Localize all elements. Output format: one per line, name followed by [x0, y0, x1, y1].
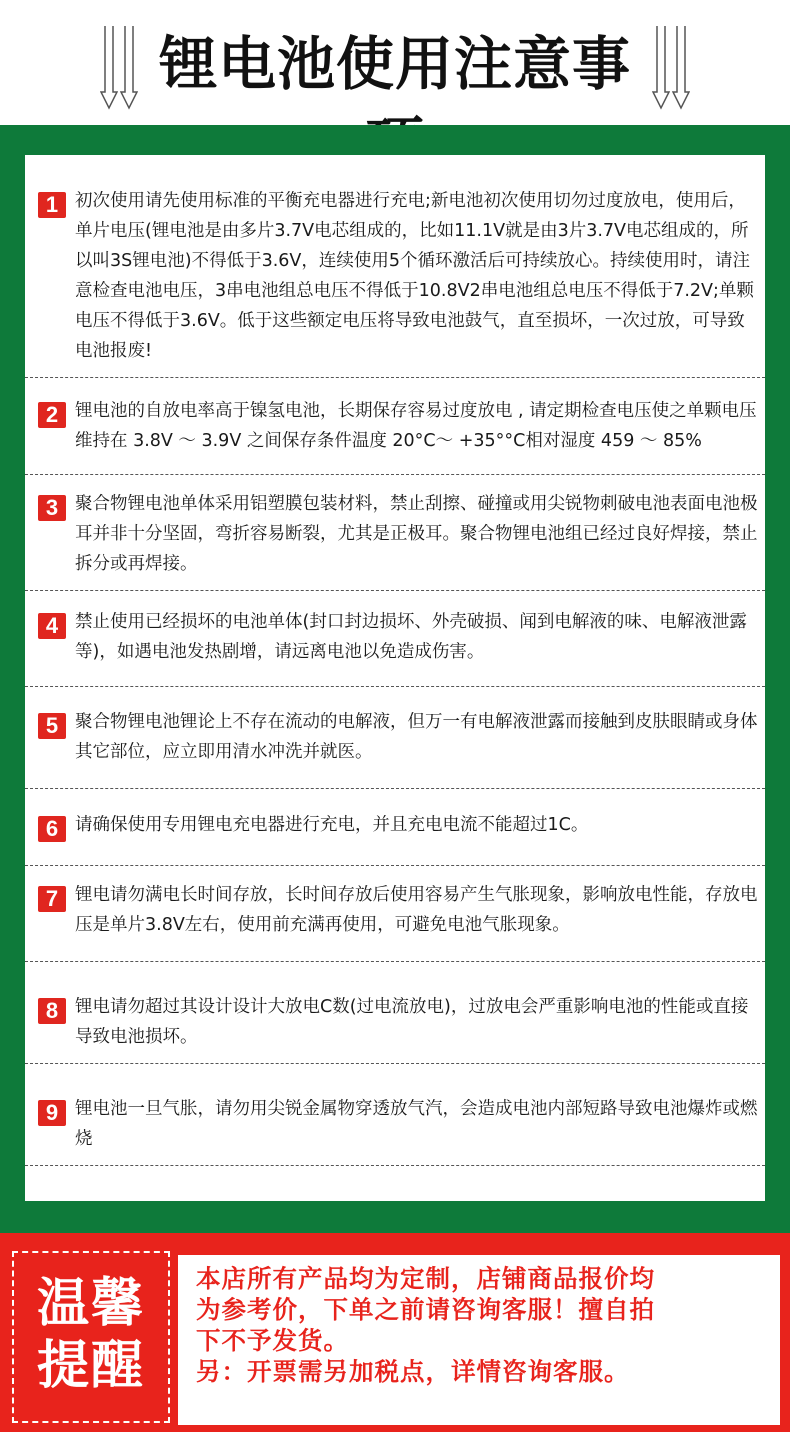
warm-reminder-label — [14, 1273, 168, 1397]
notice-line: 另：开票需另加税点，详情咨询客服。 — [196, 1357, 630, 1386]
header — [0, 0, 790, 125]
note-number-badge: 3 — [38, 495, 66, 521]
note-text: 锂电请勿满电长时间存放，长时间存放后使用容易产生气胀现象，影响放电性能，存放电压是单片3.8V左右，使用前充满再使用，可避免电池气胀现象。 — [75, 885, 758, 935]
notes-panel — [25, 155, 765, 1201]
warm-reminder-label-line: 提醒 — [36, 1336, 145, 1396]
note-text: 锂电请勿超过其设计设计大放电C数(过电流放电)，过放电会严重影响电池的性能或直接导致电池损坏。 — [75, 997, 749, 1047]
note-text: 聚合物锂电池单体采用铝塑膜包装材料，禁止刮擦、碰撞或用尖锐物刺破电池表面电池极耳并非十分坚固，弯折容易断裂，尤其是正极耳。聚合物锂电池组已经过良好焊接，禁止拆分或再焊接。 — [75, 494, 758, 574]
note-text: 聚合物锂电池锂论上不存在流动的电解液，但万一有电解液泄露而接触到皮肤眼睛或身体其它部位，应立即用清水冲洗并就医。 — [75, 712, 758, 762]
note-item — [25, 1064, 765, 1166]
down-arrow-icon — [652, 26, 670, 110]
notice-box — [178, 1255, 780, 1425]
note-item — [25, 866, 765, 962]
down-arrow-icon — [672, 26, 690, 110]
warm-reminder-footer — [0, 1233, 790, 1432]
note-number-badge: 4 — [38, 613, 66, 639]
note-number-badge: 5 — [38, 713, 66, 739]
note-text: 锂电池一旦气胀，请勿用尖锐金属物穿透放气汽，会造成电池内部短路导致电池爆炸或燃烧 — [75, 1099, 758, 1149]
warm-reminder-label-line: 温馨 — [36, 1274, 145, 1334]
note-number-badge: 8 — [38, 998, 66, 1024]
note-number-badge: 6 — [38, 816, 66, 842]
note-number-badge: 1 — [38, 192, 66, 218]
notice-text — [196, 1263, 771, 1387]
page-title: 锂电池使用注意事 — [158, 30, 631, 98]
notice-line: 为参考价，下单之前请咨询客服！擅自拍 — [196, 1295, 655, 1324]
down-arrow-icon — [120, 26, 138, 110]
note-number-badge: 9 — [38, 1100, 66, 1126]
note-text: 初次使用请先使用标准的平衡充电器进行充电;新电池初次使用切勿过度放电，使用后，单片电压(锂电池是由多片3.7V电芯组成的，比如11.1V就是由3片3.7V电芯组成的，所以叫3S锂电池)不得低于3.6V，连续使用5个循环激活后可持续放心。持续使用时，请注意检查电池电压，3串电池组总电压不得低于10.8V2串电池组总电压不得低于7.2V;单颗电压不得低于3.6V。低于这些额定电压将导致电池鼓气，直至损坏，一次过放，可导致电池报废! — [75, 191, 754, 361]
note-item — [25, 687, 765, 789]
note-item — [25, 962, 765, 1064]
note-text: 请确保使用专用锂电充电器进行充电，并且充电电流不能超过1C。 — [75, 815, 589, 835]
warm-reminder-label-box — [12, 1251, 170, 1423]
down-arrow-icon — [100, 26, 118, 110]
note-item — [25, 591, 765, 687]
notice-line: 下不予发货。 — [196, 1326, 349, 1355]
note-number-badge: 7 — [38, 886, 66, 912]
notice-line: 本店所有产品均为定制，店铺商品报价均 — [196, 1264, 655, 1293]
note-item — [25, 789, 765, 866]
note-item — [25, 475, 765, 591]
note-item — [25, 155, 765, 378]
note-text: 禁止使用已经损坏的电池单体(封口封边损坏、外壳破损、闻到电解液的味、电解液泄露等)，如遇电池发热剧增，请远离电池以免造成伤害。 — [75, 612, 747, 662]
note-text: 锂电池的自放电率高于镍氢电池，长期保存容易过度放电 , 请定期检查电压使之单颗电压维持在 3.8V ～ 3.9V 之间保存条件温度 20°C～ +35°°C相对湿度 459 ～ 85% — [75, 401, 757, 451]
note-item — [25, 378, 765, 475]
note-number-badge: 2 — [38, 402, 66, 428]
